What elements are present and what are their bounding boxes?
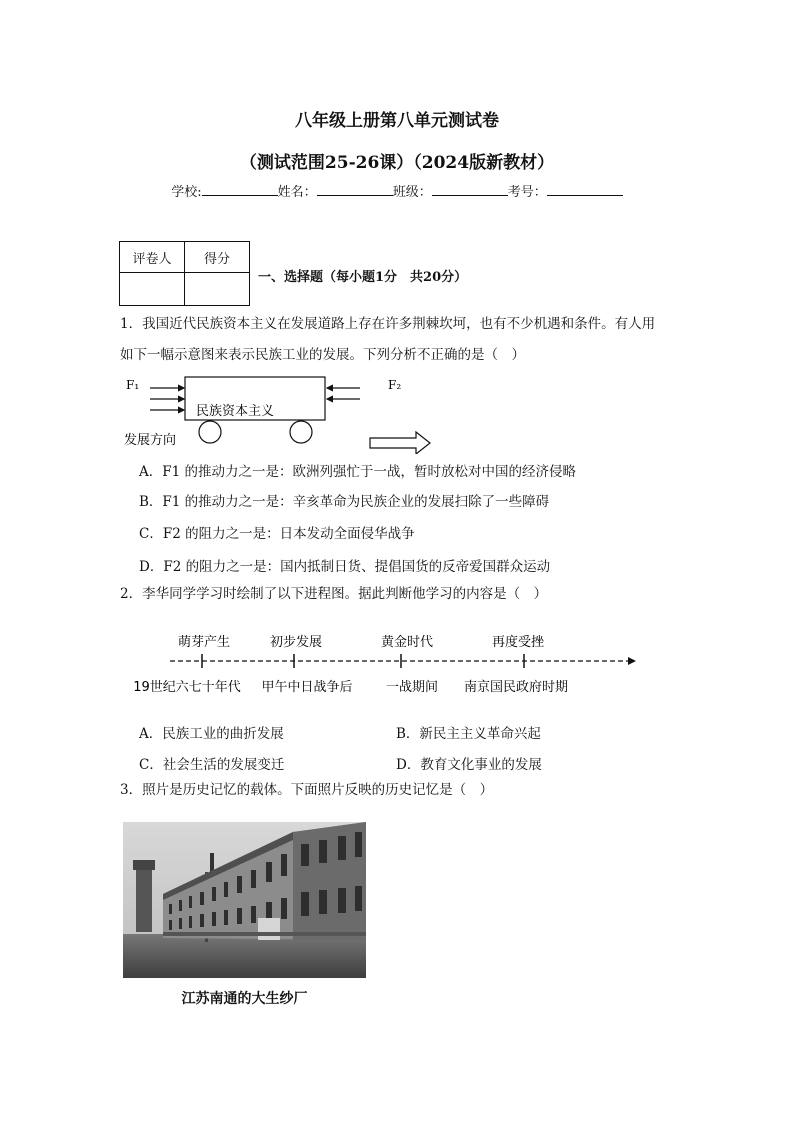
exam-number-label: 考号： [507,185,547,200]
box-label: 民族资本主义 [196,404,275,419]
class-blank[interactable] [432,183,508,196]
question-2-line-1: 2．李华同学学习时绘制了以下进程图。据此判断他学习的内容是（ ） [120,586,548,602]
period-4-label: 南京国民政府时期 [463,680,569,695]
photo-caption: 江苏南通的大生纱厂 [181,991,308,1007]
q1-option-d[interactable]: D．F2 的阻力之一是：国内抵制日货、提倡国货的反帝爱国群众运动 [139,559,551,575]
page-title: 八年级上册第八单元测试卷 [295,111,499,131]
stage-3-label: 黄金时代 [380,635,434,650]
f2-label: F₂ [388,378,402,392]
question-3-line-1: 3．照片是历史记忆的载体。下面照片反映的历史记忆是（ ） [120,782,494,798]
question-1-line-1: 1．我国近代民族资本主义在发展道路上存在许多荆棘坎坷，也有不少机遇和条件。有人用 [120,316,656,332]
class-label: 班级： [392,185,432,200]
direction-label: 发展方向 [124,433,177,448]
wheel-left [199,421,221,443]
f1-label: F₁ [126,378,140,392]
period-2-label: 甲午中日战争后 [261,680,353,695]
section-title: 一、选择题（每小题1分 共20分） [258,270,468,285]
timeline [120,625,640,705]
exam-number-blank[interactable] [547,183,623,196]
stage-1-label: 萌芽产生 [177,635,231,650]
wheel-right [290,421,312,443]
school-label: 学校: [171,185,202,200]
force-diagram [120,372,440,454]
score-table [119,241,250,306]
timeline-arrowhead [628,657,636,665]
factory-photo [123,822,366,978]
name-blank[interactable] [317,183,393,196]
school-blank[interactable] [202,183,278,196]
q1-option-b[interactable]: B．F1 的推动力之一是：辛亥革命为民族企业的发展扫除了一些障碍 [139,494,550,510]
direction-arrow [370,432,430,454]
grader-cell[interactable] [120,273,185,306]
score-cell[interactable] [185,273,250,306]
period-3-label: 一战期间 [385,680,439,695]
period-1-label: 19世纪六七十年代 [133,680,241,695]
q2-option-c[interactable]: C．社会生活的发展变迁 [139,757,285,773]
q2-option-d[interactable]: D．教育文化事业的发展 [396,757,542,773]
q1-option-a[interactable]: A．F1 的推动力之一是：欧洲列强忙于一战，暂时放松对中国的经济侵略 [139,464,576,480]
student-info-line [0,181,794,200]
q2-option-b[interactable]: B．新民主主义革命兴起 [396,726,541,742]
question-1-line-2: 如下一幅示意图来表示民族工业的发展。下列分析不正确的是（ ） [120,347,525,363]
q1-option-c[interactable]: C．F2 的阻力之一是：日本发动全面侵华战争 [139,526,415,542]
score-header: 得分 [185,242,250,273]
stage-4-label: 再度受挫 [491,635,545,650]
stage-2-label: 初步发展 [269,635,323,650]
q2-option-a[interactable]: A．民族工业的曲折发展 [139,726,284,742]
page-subtitle: （测试范围25-26课）（2024版新教材） [239,153,555,173]
name-label: 姓名： [277,185,317,200]
grader-header: 评卷人 [120,242,185,273]
